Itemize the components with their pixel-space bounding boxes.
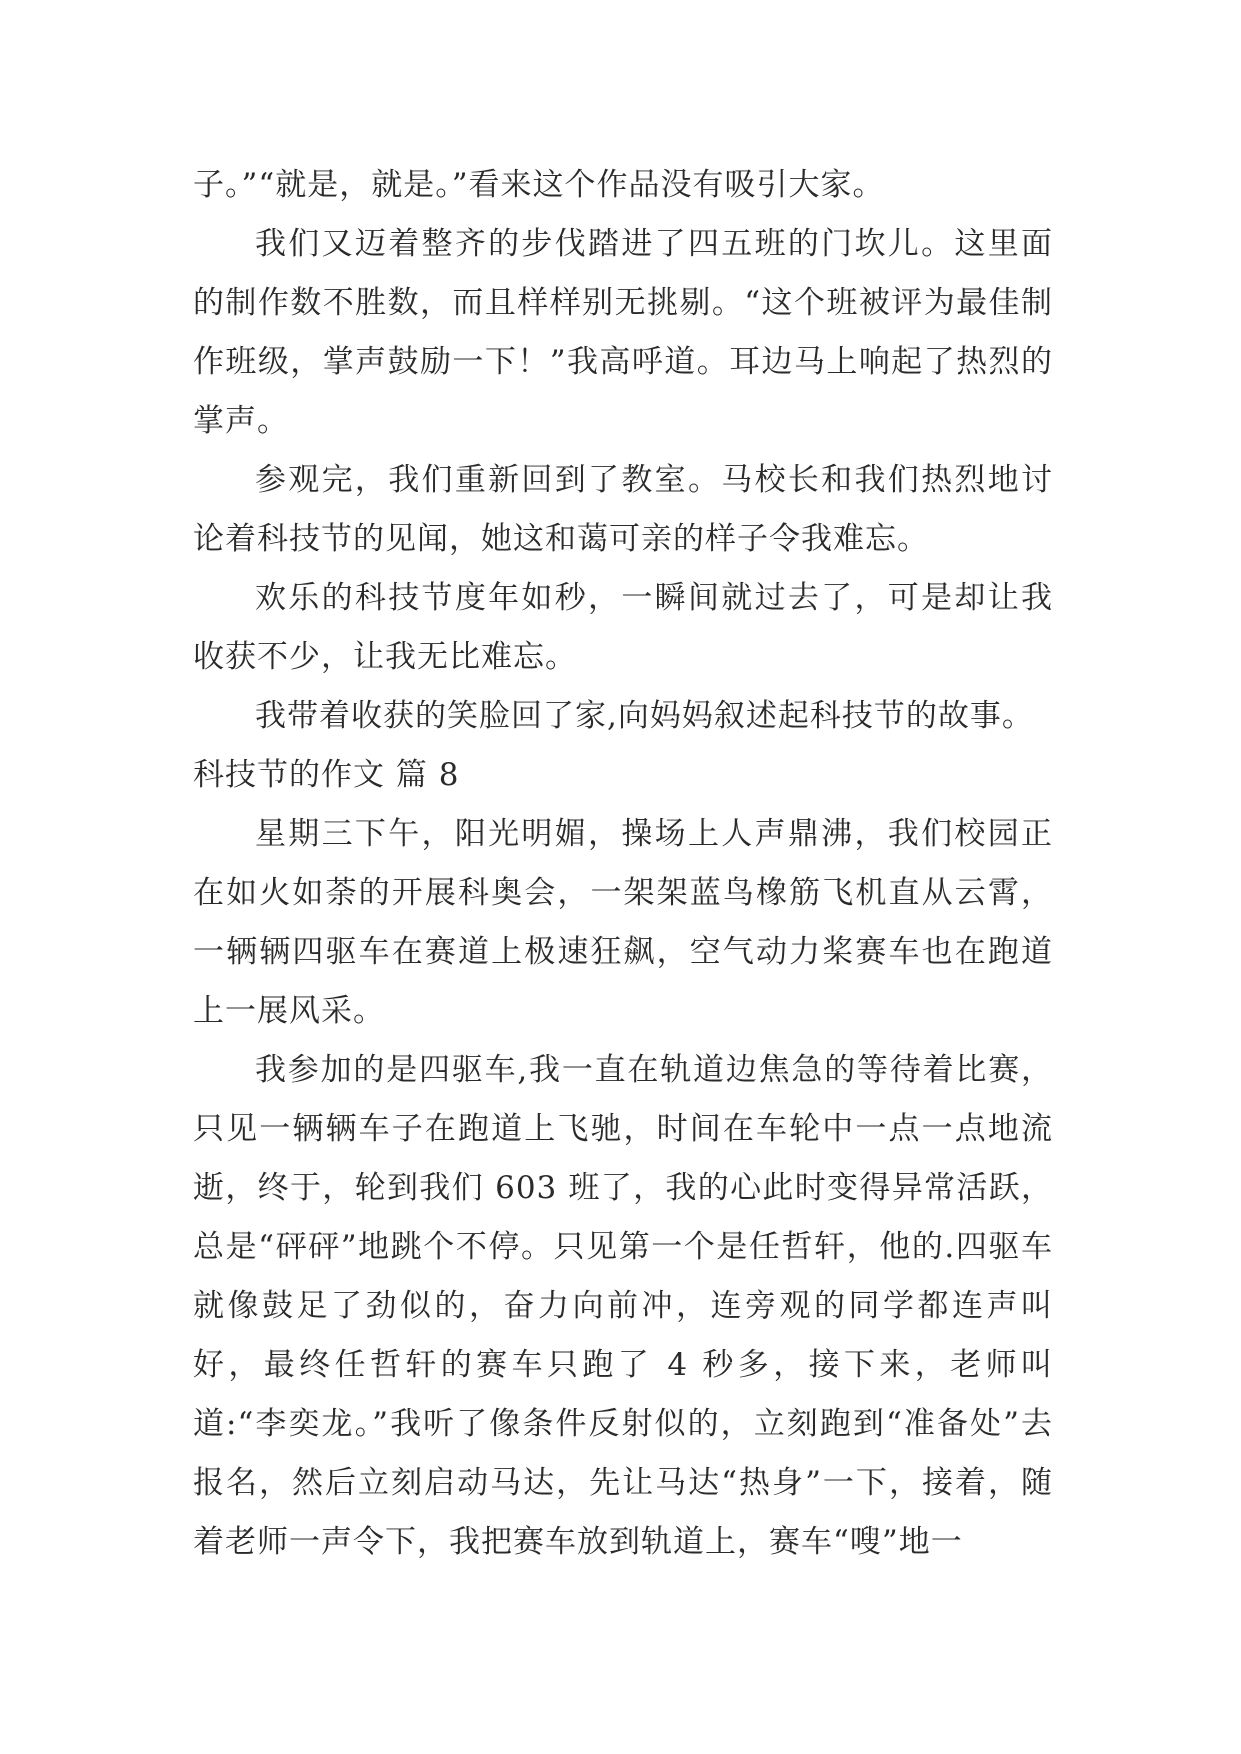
paragraph: 我带着收获的笑脸回了家,向妈妈叙述起科技节的故事。 [255, 698, 1034, 734]
paragraph-continuation: 子。”“就是，就是。”看来这个作品没有吸引大家。 [193, 167, 885, 203]
paragraph: 欢乐的科技节度年如秒，一瞬间就过去了，可是却让我收获不少，让我无比难忘。 [193, 580, 1053, 675]
paragraph: 我参加的是四驱车,我一直在轨道边焦急的等待着比赛，只见一辆辆车子在跑道上飞驰，时间在车轮中一点一点地流逝，终于，轮到我们 603 班了，我的心此时变得异常活跃，总是“砰砰”地跳个不停。只见第一个是任哲轩，他的.四驱车就像鼓足了劲似的，奋力向前冲，连旁观的同学都连声叫好，最终任哲轩的赛车只跑了 4 秒多，接下来，老师叫道:“李奕龙。”我听了像条件反射似的，立刻跑到“准备处”去报名，然后立刻启动马达，先让马达“热身”一下，接着，随着老师一声令下，我把赛车放到轨道上，赛车“嗖”地一 [193, 1052, 1053, 1560]
document-body [193, 156, 1053, 1572]
paragraph: 参观完，我们重新回到了教室。马校长和我们热烈地讨论着科技节的见闻，她这和蔼可亲的样子令我难忘。 [193, 462, 1053, 557]
section-heading: 科技节的作文 篇 8 [193, 757, 460, 793]
paragraph: 星期三下午，阳光明媚，操场上人声鼎沸，我们校园正在如火如荼的开展科奥会，一架架蓝鸟橡筋飞机直从云霄，一辆辆四驱车在赛道上极速狂飙，空气动力桨赛车也在跑道上一展风采。 [193, 816, 1053, 1029]
paragraph: 我们又迈着整齐的步伐踏进了四五班的门坎儿。这里面的制作数不胜数，而且样样别无挑剔。“这个班被评为最佳制作班级，掌声鼓励一下！”我高呼道。耳边马上响起了热烈的掌声。 [193, 226, 1053, 439]
